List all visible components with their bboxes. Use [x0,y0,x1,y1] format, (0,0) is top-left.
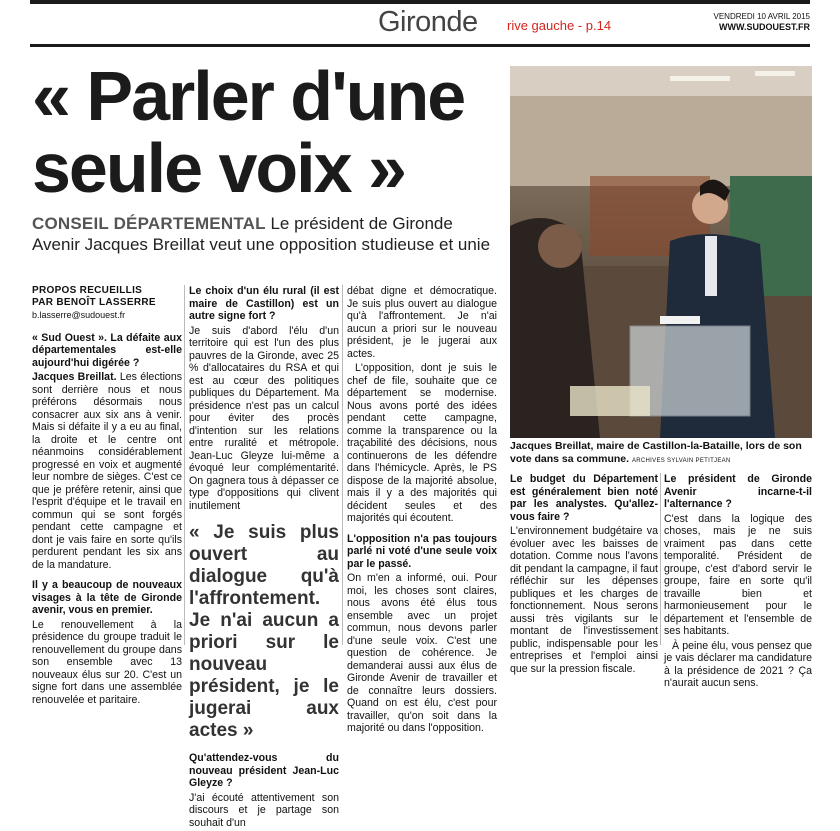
question: Qu'attendez-vous du nouveau président Jean-Luc Gleyze ? [189,752,339,789]
answer: débat digne et démocratique. Je suis plus ouvert au dialogue qu'à l'affrontement. Je n'ai aucun a priori sur le nouveau président, je le jugerai aux actes. [347,285,497,360]
question: Il y a beaucoup de nouveaux visages à la tête de Gironde avenir, vous en premier. [32,579,182,616]
article-photo [510,66,812,438]
question: L'opposition n'a pas toujours parlé ni voté d'une seule voix par le passé. [347,532,497,570]
column-divider [660,473,661,645]
author-email[interactable]: b.lasserre@sudouest.fr [32,310,126,320]
answer: Jacques Breillat. Les élections sont derrière nous et nous préférons désormais nous consacrer aux six ans à venir. Mais si défaite il y a eu au final, la droite et le centre ont néanmoins considérablement progressé en voix et augmenté leur nombre de sièges. C'est ce que je préfère retenir, ainsi que l'esprit d'équipe et le travail en commun qui se sont forgés pendant cette campagne et dont je vais faire en sorte qu'ils perdurent pendant les six ans de la mandature. [32,371,183,571]
answer: Le renouvellement à la présidence du groupe traduit le renouvellement du groupe dans son ensemble avec 13 nouveaux élus sur 20. C'est un signe fort dans une assemblée renouvelée et paritaire. [32,618,182,706]
question: Le président de Gironde Avenir incarne-t-il l'alternance ? [664,473,812,510]
answer: À peine élu, vous pensez que je vais déclarer ma candidature à la présidence de 2021 ? Ça n'aurait aucun sens. [664,639,812,689]
kicker: CONSEIL DÉPARTEMENTAL [32,214,266,233]
photo-caption [510,440,812,468]
dateline [714,12,811,33]
page-reference: rive gauche - p.14 [507,18,612,33]
column-divider [184,285,185,645]
dek-text: Le président de Gironde Avenir Jacques Breillat veut une opposition studieuse et unie [32,214,491,254]
byline-2: PAR BENOÎT LASSERRE [32,297,156,308]
section-rubric: Gironde [378,6,478,38]
photo-credit: ARCHIVES SYLVAIN PETITJEAN [631,458,731,464]
article-headline [32,57,502,207]
byline-1: PROPOS RECUEILLIS [32,285,143,296]
issue-date: VENDREDI 10 AVRIL 2015 [713,12,810,21]
answer: On m'en a informé, oui. Pour moi, les choses sont claires, nous avons été élus tous ensemble avec un projet commun, nous devons parler d'une seule voix. C'est une question de cohérence. Je demanderai aussi aux élus de Gironde Avenir de travailler et de connaître leurs dossiers. Quand on est élu, c'est pour travailler, qu'on soit dans la majorité ou dans l'opposition. [347,572,497,734]
answer: Je suis d'abord l'élu d'un territoire qui est l'un des plus pauvres de la Gironde, avec 25 % d'allocataires du RSA et qui est au cœur des politiques publiques du Département. Ma présidence n'est pas un calcul pour éviter des procès d'intention sur les relations entre ruralité et métropole. Jean-Luc Gleyze lui-même a évoqué leur complémentarité. On gagnera tous à dépasser ce type d'oppositions qui clivent inutilement [189,324,339,512]
pull-quote: « Je suis plus ouvert au dialogue qu'à l'affrontement. Je n'ai aucun a priori sur le nouveau président, je le jugerai aux actes » [189,522,339,741]
question: Le budget du Département est généralement bien noté par les analystes. Qu'allez-vous faire ? [510,473,658,523]
voting-scene-illustration [510,66,812,438]
column-3 [347,285,497,737]
answer: L'environnement budgétaire va évoluer avec les baisses de dotation. Comme nous l'avons dit pendant la campagne, il faut réfléchir sur les dépenses publiques et les charges de fonctionnement. Nous serons aussi très vigilants sur le montant de l'investissement public, indispensable pour les entreprises et l'emploi ainsi que sur la pression fiscale. [510,525,658,675]
answer: J'ai écouté attentivement son discours et je partage son souhait d'un [189,791,339,829]
answer: C'est dans la logique des choses, mais je ne suis vraiment pas dans cette temporalité. Président de groupe, c'est d'abord servir le groupe, faire en sorte qu'il travaille bien et harmonieusement pour le département et l'ensemble de ses habitants. [664,512,812,637]
caption-text: Jacques Breillat, maire de Castillon-la-Bataille, lors de son vote dans sa commune. [510,440,802,465]
column-5 [664,473,812,692]
top-rule [30,0,810,4]
column-1 [32,285,182,708]
column-2 [189,285,339,831]
column-4 [510,473,658,677]
article-dek [32,213,502,255]
column-divider [342,285,343,645]
website: WWW.SUDOUEST.FR [719,22,810,32]
question: « Sud Ouest ». La défaite aux départementales est-elle aujourd'hui digérée ? [32,331,182,369]
headline-line-1: « Parler d'une [32,57,465,135]
headline-line-2: seule voix » [32,129,405,207]
question: Le choix d'un élu rural (il est maire de Castillon) est un autre signe fort ? [189,285,339,322]
header-rule [30,44,810,47]
answer: L'opposition, dont je suis le chef de file, souhaite que ce département se modernise. Nous avons porté des idées pendant cette campagne, comme la transparence ou la traçabilité des décisions, nous continuerons de les défendre dans l'hémicycle. Après, le PS dispose de la majorité absolue, mais il y a des majorités qui décident seules et des majorités qui écoutent. [347,362,497,524]
